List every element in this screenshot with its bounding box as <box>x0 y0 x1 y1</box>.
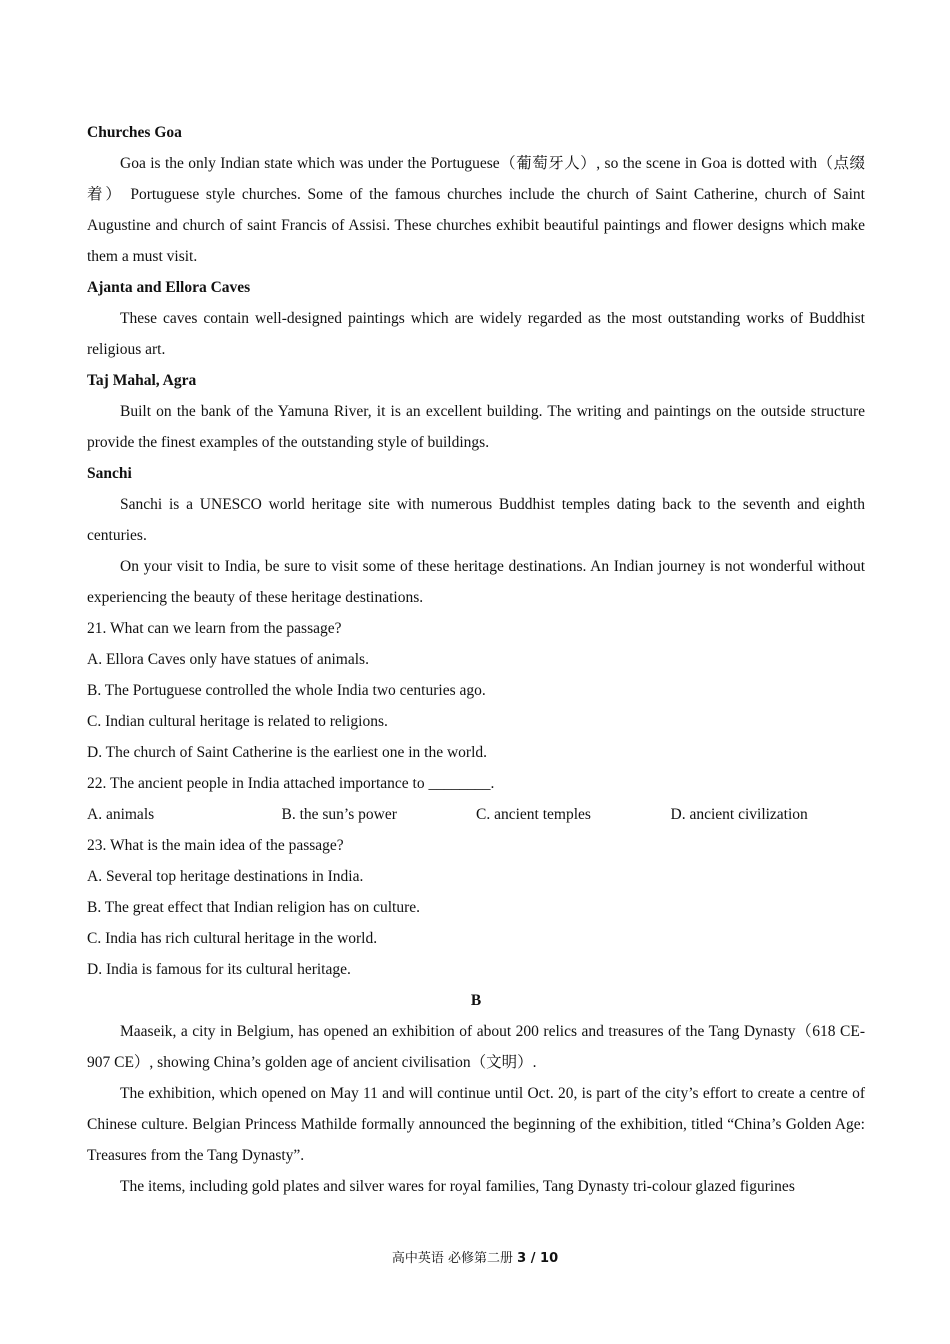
section-heading-taj: Taj Mahal, Agra <box>87 372 197 389</box>
question-23-option-b: B. The great effect that Indian religion has on culture. <box>87 899 420 916</box>
question-23-option-d: D. India is famous for its cultural heritage. <box>87 961 351 978</box>
question-21-stem: 21. What can we learn from the passage? <box>87 620 342 637</box>
question-22-options <box>87 799 865 830</box>
paragraph-ajanta: These caves contain well-designed paintings which are widely regarded as the most outstanding works of Buddhist religious art. <box>87 310 865 358</box>
paragraph-taj: Built on the bank of the Yamuna River, it is an excellent building. The writing and paintings on the outside structure provide the finest examples of the outstanding style of buildings. <box>87 403 865 451</box>
section-heading-ajanta: Ajanta and Ellora Caves <box>87 279 251 296</box>
question-23-stem: 23. What is the main idea of the passage? <box>87 837 344 854</box>
passage-b-paragraph-3: The items, including gold plates and silver wares for royal families, Tang Dynasty tri-colour glazed figurines <box>120 1178 795 1195</box>
paragraph-closing: On your visit to India, be sure to visit some of these heritage destinations. An Indian journey is not wonderful without experiencing the beauty of these heritage destinations. <box>87 558 865 606</box>
passage-b-paragraph-1: Maaseik, a city in Belgium, has opened an exhibition of about 200 relics and treasures of the Tang Dynasty（618 CE-907 CE）, showing China’s golden age of ancient civilisation（文明）. <box>87 1023 865 1071</box>
paragraph-goa: Goa is the only Indian state which was under the Portuguese（葡萄牙人）, so the scene in Goa is dotted with（点缀着） Portuguese style churches. Some of the famous churches include the church of Saint Catherine, church of Saint Augustine and church of saint Francis of Assisi. These churches exhibit beautiful paintings and flower designs which make them a must visit. <box>87 155 865 265</box>
page-footer <box>0 1247 950 1266</box>
question-22-option-b: B. the sun’s power <box>281 806 397 823</box>
paragraph-sanchi: Sanchi is a UNESCO world heritage site with numerous Buddhist temples dating back to the seventh and eighth centuries. <box>87 496 865 544</box>
passage-b-label: B <box>470 992 482 1009</box>
document-page <box>87 117 865 1202</box>
question-21-option-b: B. The Portuguese controlled the whole India two centuries ago. <box>87 682 486 699</box>
question-22-stem: 22. The ancient people in India attached importance to ________. <box>87 775 495 792</box>
question-23-option-a: A. Several top heritage destinations in India. <box>87 868 364 885</box>
question-21-option-c: C. Indian cultural heritage is related to religions. <box>87 713 388 730</box>
footer-page-number: 3 / 10 <box>517 1251 559 1266</box>
question-22-option-d: D. ancient civilization <box>670 806 808 823</box>
footer-course: 高中英语 必修第二册 <box>391 1251 514 1266</box>
question-22-option-a: A. animals <box>87 806 155 823</box>
question-22-option-c: C. ancient temples <box>476 806 591 823</box>
passage-b-paragraph-2: The exhibition, which opened on May 11 and will continue until Oct. 20, is part of the city’s effort to create a centre of Chinese culture. Belgian Princess Mathilde formally announced the beginning of the exhibition, titled “China’s Golden Age: Treasures from the Tang Dynasty”. <box>87 1085 865 1164</box>
question-21-option-a: A. Ellora Caves only have statues of animals. <box>87 651 369 668</box>
question-21-option-d: D. The church of Saint Catherine is the earliest one in the world. <box>87 744 488 761</box>
section-heading-goa: Churches Goa <box>87 124 182 141</box>
question-23-option-c: C. India has rich cultural heritage in the world. <box>87 930 378 947</box>
section-heading-sanchi: Sanchi <box>87 465 132 482</box>
